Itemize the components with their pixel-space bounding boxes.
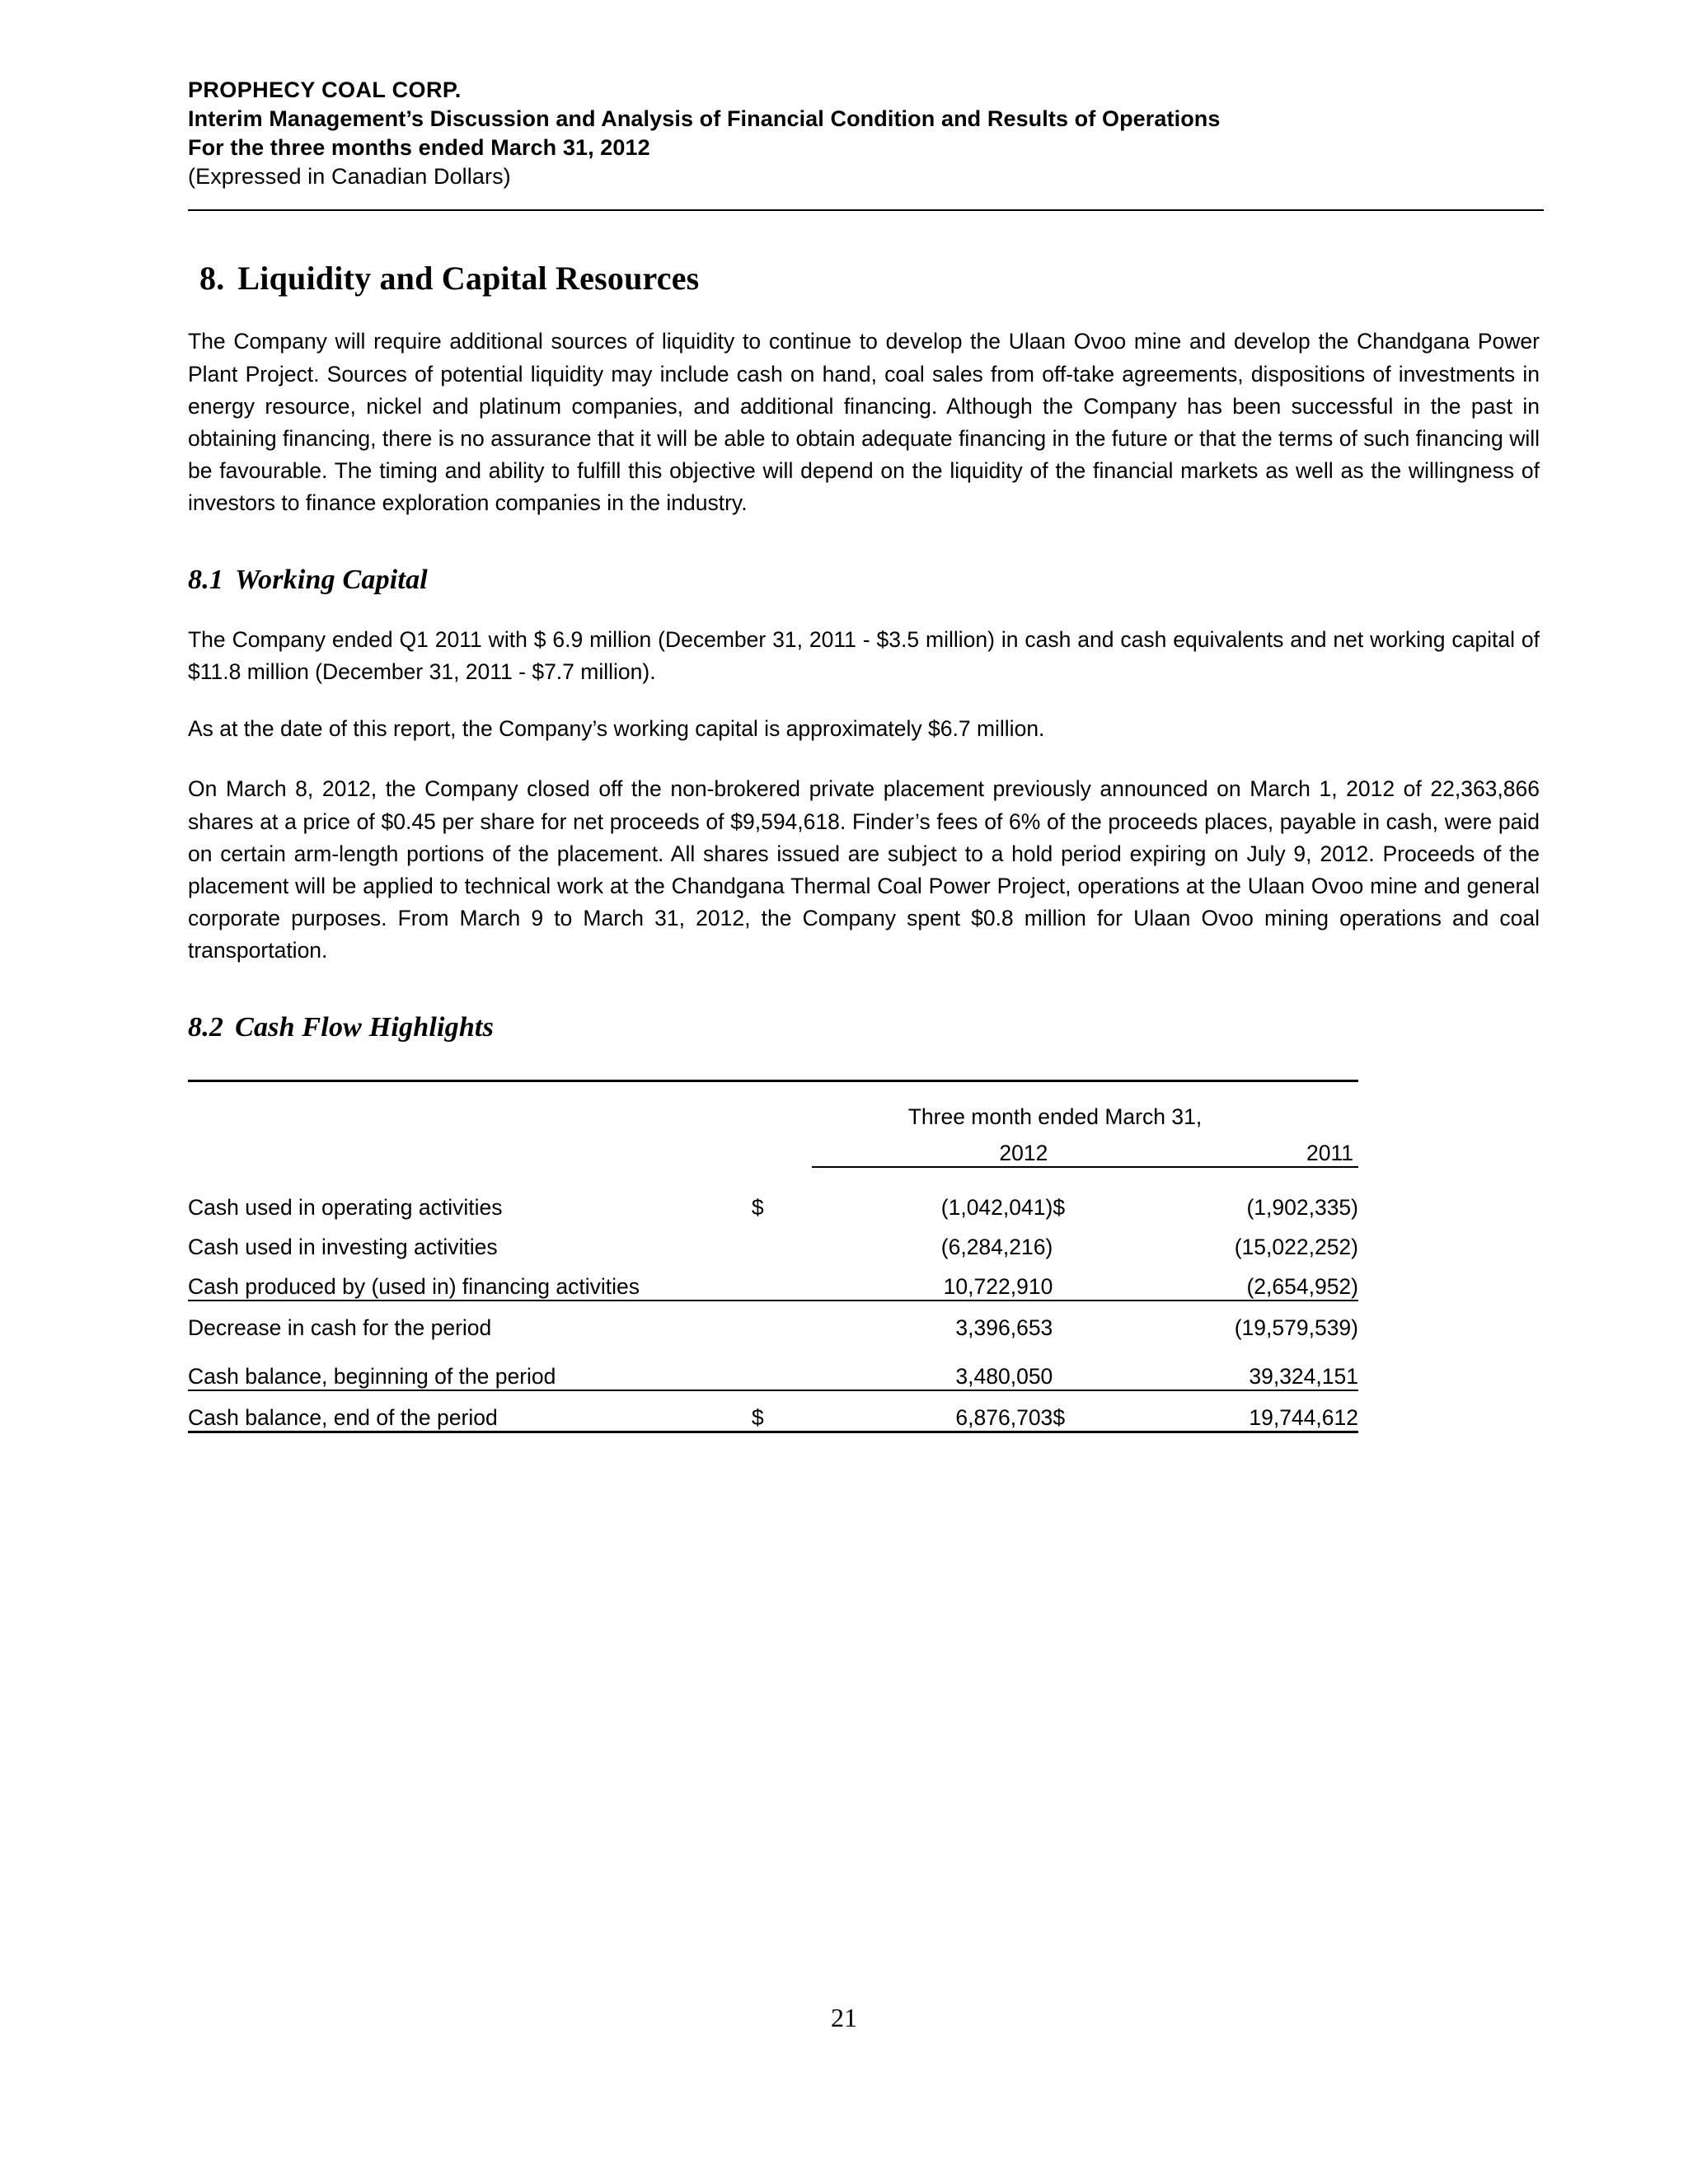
table-period-header-row — [188, 1092, 1358, 1130]
spacer-cell — [188, 1341, 752, 1350]
empty-cell — [188, 1092, 752, 1130]
rule-cell — [1113, 1080, 1358, 1092]
row-label: Cash balance, beginning of the period — [188, 1350, 752, 1390]
table-row — [188, 1260, 1358, 1301]
cash-flow-table-wrapper — [188, 1080, 1358, 1433]
row-value-2011: (2,654,952) — [1113, 1260, 1358, 1301]
row-value-2011: (19,579,539) — [1113, 1301, 1358, 1341]
table-row — [188, 1390, 1358, 1432]
table-row — [188, 1221, 1358, 1260]
spacer-cell — [812, 1167, 1053, 1181]
row-currency-2012 — [752, 1350, 812, 1390]
company-name: PROPHECY COAL CORP. — [188, 77, 462, 102]
row-currency-2012: $ — [752, 1390, 812, 1432]
row-currency-2011: $ — [1053, 1194, 1066, 1220]
row-value-2011: 19,744,612 — [1113, 1390, 1358, 1432]
header-divider — [188, 209, 1544, 211]
spacer-cell — [1053, 1341, 1113, 1350]
section-intro-paragraph: The Company will require additional sources of liquidity to continue to develop the Ulaan Ovoo mine and develop the Chandgana Power Plant Project. Sources of potential liquidity may include cash on hand, coal sales from off-take agreements, dispositions of investments in energy resource, nickel and platinum companies, and additional financing. Although the Company has been successful in the past in obtaining financing, there is no assurance that it will be able to obtain adequate financing in the future or that the terms of such financing will be favourable. The timing and ability to fulfill this objective will depend on the liquidity of the financial markets as well as the willingness of investors to finance exploration companies in the industry. — [188, 329, 1540, 516]
row-currency-2012: $ — [751, 1194, 764, 1220]
row-currency-2011 — [1053, 1301, 1113, 1341]
table-row — [188, 1181, 1358, 1221]
subsection-number-82: 8.2 — [188, 1011, 224, 1043]
section-heading-8 — [199, 259, 1540, 298]
row-currency-2011 — [1053, 1350, 1113, 1390]
cash-flow-table — [188, 1080, 1358, 1433]
row-value-2012: 3,480,050 — [812, 1350, 1053, 1390]
period-header-label: Three month ended March 31, — [907, 1104, 1203, 1129]
row-currency-2011 — [1053, 1221, 1113, 1260]
subsection-title-81: Working Capital — [235, 564, 428, 595]
spacer-cell — [812, 1341, 1053, 1350]
reporting-period: For the three months ended March 31, 2012 — [188, 135, 650, 161]
table-spacer-row — [188, 1341, 1358, 1350]
section-number: 8. — [199, 260, 225, 298]
working-capital-paragraph-2: As at the date of this report, the Company’s working capital is approximately $6.7 million. — [188, 716, 1045, 742]
currency-note: (Expressed in Canadian Dollars) — [188, 164, 511, 190]
row-currency-2012 — [752, 1301, 812, 1341]
rule-cell — [188, 1080, 752, 1092]
row-value-2011: 39,324,151 — [1113, 1350, 1358, 1390]
spacer-cell — [752, 1341, 812, 1350]
row-value-2012: (6,284,216) — [940, 1234, 1053, 1259]
row-value-2012: 3,396,653 — [812, 1301, 1053, 1341]
spacer-cell — [1113, 1341, 1358, 1350]
table-spacer-row — [188, 1167, 1358, 1181]
table-row — [188, 1301, 1358, 1341]
row-value-2011: (15,022,252) — [1234, 1234, 1358, 1259]
spacer-cell — [1053, 1167, 1113, 1181]
column-header-2012: 2012 — [812, 1130, 1053, 1167]
page-number: 21 — [831, 2003, 857, 2032]
spacer-cell — [1113, 1167, 1358, 1181]
column-header-2011: 2011 — [1113, 1130, 1358, 1167]
subsection-title-82: Cash Flow Highlights — [235, 1011, 495, 1043]
row-label: Cash used in operating activities — [188, 1194, 503, 1220]
row-value-2011: (1,902,335) — [1246, 1194, 1358, 1220]
table-top-rule-row — [188, 1080, 1358, 1092]
page-content — [188, 76, 1540, 1433]
row-value-2012: 10,722,910 — [812, 1260, 1053, 1301]
table-year-header-row — [188, 1130, 1358, 1167]
rule-cell — [812, 1080, 1053, 1092]
row-label: Decrease in cash for the period — [188, 1301, 752, 1341]
row-label: Cash used in investing activities — [188, 1234, 498, 1259]
working-capital-paragraph-1: The Company ended Q1 2011 with $ 6.9 million (December 31, 2011 - $3.5 million) in cash and cash equivalents and net working capital of $11.8 million (December 31, 2011 - $7.7 million). — [188, 626, 1540, 684]
subsection-heading-82 — [188, 1012, 1540, 1043]
table-row — [188, 1350, 1358, 1390]
empty-cell — [188, 1130, 752, 1167]
row-value-2012: (1,042,041) — [940, 1194, 1053, 1220]
column-rule-cell — [1053, 1130, 1113, 1167]
document-title: Interim Management’s Discussion and Analysis of Financial Condition and Results of Operations — [188, 106, 1221, 132]
section-title: Liquidity and Capital Resources — [237, 260, 700, 298]
subsection-heading-81 — [188, 565, 1540, 596]
row-label: Cash produced by (used in) financing activities — [188, 1260, 752, 1301]
spacer-cell — [752, 1167, 812, 1181]
subsection-number-81: 8.1 — [188, 564, 224, 595]
row-value-2012: 6,876,703 — [812, 1390, 1053, 1432]
row-currency-2011 — [1053, 1260, 1113, 1301]
row-currency-2011: $ — [1053, 1390, 1113, 1432]
empty-cell — [752, 1130, 812, 1167]
rule-cell — [752, 1080, 812, 1092]
rule-cell — [1053, 1080, 1113, 1092]
row-currency-2012 — [752, 1260, 812, 1301]
row-label: Cash balance, end of the period — [188, 1390, 752, 1432]
document-header — [188, 76, 1540, 191]
row-currency-2012 — [752, 1221, 812, 1260]
working-capital-paragraph-3: On March 8, 2012, the Company closed off the non-brokered private placement previously announced on March 1, 2012 of 22,363,866 shares at a price of $0.45 per share for net proceeds of $9,594,618. Finder’s fees of 6% of the proceeds places, payable in cash, were paid on certain arm-length portions of the placement. All shares issued are subject to a hold period expiring on July 9, 2012. Proceeds of the placement will be applied to technical work at the Chandgana Thermal Coal Power Project, operations at the Ulaan Ovoo mine and general corporate purposes. From March 9 to March 31, 2012, the Company spent $0.8 million for Ulaan Ovoo mining operations and coal transportation. — [188, 776, 1540, 963]
spacer-cell — [188, 1167, 752, 1181]
